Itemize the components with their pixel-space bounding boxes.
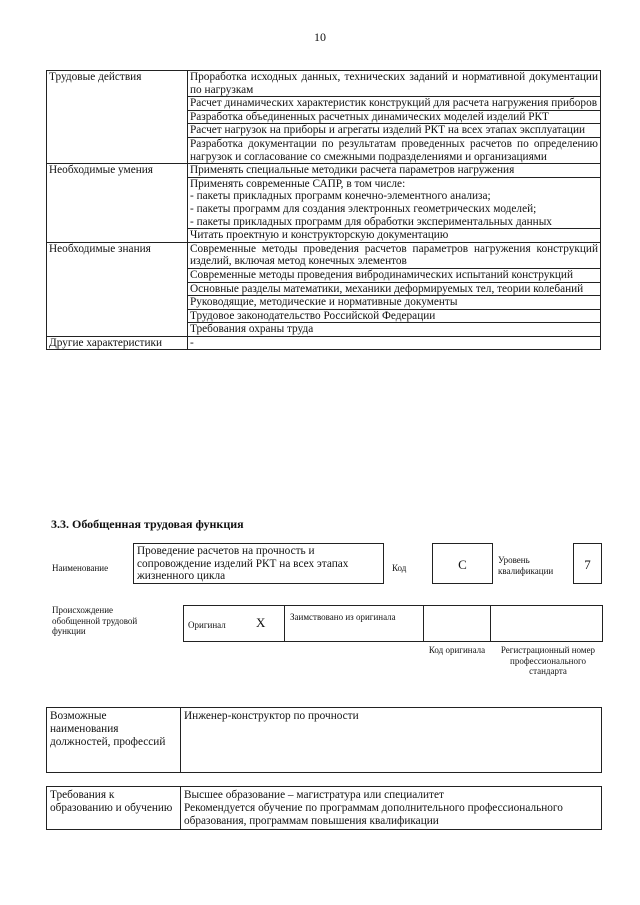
table-cell: Требования охраны труда (188, 323, 601, 337)
level-value: 7 (573, 543, 602, 584)
table-cell: Современные методы проведения вибродинамических испытаний конструкций (188, 268, 601, 282)
origin-label: Происхождение обобщенной трудовой функции (52, 605, 138, 636)
code-value: С (432, 543, 493, 584)
education-table (46, 786, 602, 830)
code-label: Код (392, 563, 407, 573)
table-cell: Трудовое законодательство Российской Федерации (188, 309, 601, 323)
positions-label: Возможные наименования должностей, профессий (47, 708, 181, 773)
borrowed-label: Заимствовано из оригинала (290, 612, 396, 622)
row-group-label: Другие характеристики (47, 336, 188, 350)
table-cell: - (188, 336, 601, 350)
table-cell: Разработка документации по результатам проведенных расчетов по определению нагрузок и согласование со смежными подразделениями и организациями (188, 137, 601, 163)
row-group-label: Трудовые действия (47, 71, 188, 164)
education-label: Требования к образованию и обучению (47, 787, 181, 830)
name-label: Наименование (52, 563, 109, 573)
labor-functions-table (46, 70, 601, 350)
page-number: 10 (314, 30, 326, 44)
positions-value: Инженер-конструктор по прочности (181, 708, 602, 773)
table-cell: Современные методы проведения расчетов параметров нагружения конструкций изделий, включая метод конечных элементов (188, 242, 601, 268)
function-name-value: Проведение расчетов на прочность и сопровождение изделий РКТ на всех этапах жизненного цикла (133, 543, 384, 584)
table-cell: Применять специальные методики расчета параметров нагружения (188, 164, 601, 178)
table-cell: Проработка исходных данных, технических заданий и нормативной документации по нагрузкам (188, 71, 601, 97)
origin-divider-1 (284, 605, 285, 642)
origin-box (183, 605, 603, 642)
table-cell: Разработка объединенных расчетных динамических моделей изделий РКТ (188, 110, 601, 124)
positions-table (46, 707, 602, 773)
table-row (47, 242, 601, 268)
code-caption: Код оригинала (428, 645, 486, 655)
table-row (47, 71, 601, 97)
original-label: Оригинал (188, 620, 226, 630)
table-cell: Читать проектную и конструкторскую документацию (188, 229, 601, 243)
section-heading: 3.3. Обобщенная трудовая функция (51, 517, 244, 531)
original-mark: X (256, 615, 266, 630)
education-value: Высшее образование – магистратура или специалитет Рекомендуется обучение по программам дополнительного профессионального образования, программам повышения квалификации (181, 787, 602, 830)
table-cell: Руководящие, методические и нормативные документы (188, 296, 601, 310)
level-label: Уровень квалификации (498, 555, 554, 576)
table-row (47, 336, 601, 350)
origin-divider-2 (423, 605, 424, 642)
table-cell: Расчет нагрузок на приборы и агрегаты изделий РКТ на всех этапах эксплуатации (188, 124, 601, 138)
origin-divider-3 (490, 605, 491, 642)
table-row (47, 164, 601, 178)
row-group-label: Необходимые знания (47, 242, 188, 336)
reg-caption: Регистрационный номер профессионального стандарта (500, 645, 596, 676)
table-cell: Основные разделы математики, механики деформируемых тел, теории колебаний (188, 282, 601, 296)
table-cell: Расчет динамических характеристик конструкций для расчета нагружения приборов (188, 97, 601, 111)
table-cell: Применять современные САПР, в том числе: - пакеты прикладных программ конечно-элементного анализа; - пакеты программ для создания электронных геометрических моделей; - пакеты прикладных программ для обработки экспериментальных данных (188, 177, 601, 228)
row-group-label: Необходимые умения (47, 164, 188, 243)
